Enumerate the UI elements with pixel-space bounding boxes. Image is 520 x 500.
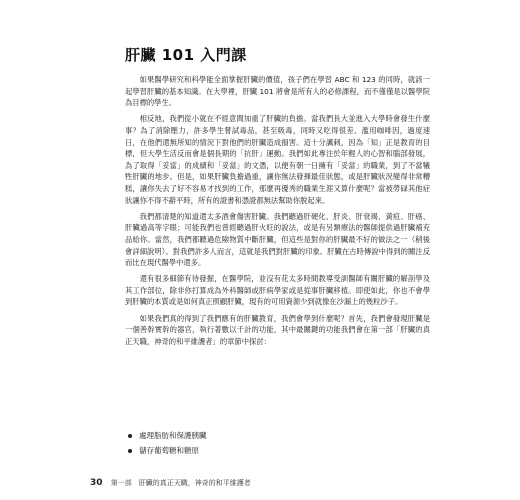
page-number: 30 bbox=[90, 478, 103, 488]
running-footer: 第一部 肝臟的真正天職，神奇的和平維護者 bbox=[110, 479, 251, 487]
list-item-label: 儲存葡萄糖和糖原 bbox=[139, 446, 199, 455]
paragraph: 如果醫學研究和科學能全面掌握肝臟的價值，孩子們在學習 ABC 和 123 的同時，就該一起學習肝臟的基本知識。在大學裡，肝臟 101 將會是所有人的必修課程，而不僅僅是以醫學院為目標的學生。 bbox=[125, 75, 430, 108]
paragraph: 相反地，我們從小就在不經意間加重了肝臟的負擔。當我們長大並進入大學時會發生什麼事？為了消除壓力，許多學生嘗試毒品，甚至吸毒，同時又吃得很差、濫用咖啡因，過度速日，在他們還無所知的情況下對他們的肝臟造成損害。這十分諷刺，因為「知」正是教育的目標，但大學生活反而會是個長期的「抗肝」運動。我們如此專注於年輕人的心智和腦部發展，為了取得「妥當」的成績和「妥當」的文憑，以便有朝一日擁有「妥當」的職業，到了不當犧牲肝臟的地步。但是，如果肝臟負擔過重，讓你無法發揮最佳狀態，或是肝臟狀況變得非常糟糕，讓你失去了好不容易才找到的工作，那麼再優秀的職業生涯又算什麼呢？當被勞碌其他症狀讓你不得不辭平時，所有的證書和憑證都無法幫助你脫起來。 bbox=[125, 114, 430, 205]
list-item bbox=[125, 428, 430, 443]
list-item-label: 處理脂肪和保護胰臟 bbox=[139, 431, 207, 440]
bullet-icon bbox=[128, 434, 132, 438]
paragraph: 我們都清楚的知道還太多酒會傷害肝臟。我們聽過肝硬化、肝炎、肝衰竭、黃疸、肝癌、肝臟過高等字眼；可能我們也曾經聽過肝火旺的說法，或是有另類療法的醫師提供過肝臟補充品給你。當然，我們都聽過危險物質中斷肝臟，但這些是對你的肝臟最不好的做法之一（稍後會詳細說明）。對我們許多人而言，這就是我們對肝臟的印象。肝臟在古時傳說中得到的關注反而比在現代醫學中還多。 bbox=[125, 211, 430, 268]
body-text bbox=[125, 74, 430, 352]
paragraph: 還有很多細節有待發掘，在醫學院，並沒有花太多時間教導受訓醫師有關肝臟的解剖學及其工作部位，除非你打算成為外科醫師或肝病學家或是從事肝臟移植。即使如此，你也不會學到肝臟的本質或是如何真正照顧肝臟，現有的可用資源少到就像在沙漏上的幾粒沙子。 bbox=[125, 274, 430, 307]
chapter-title: 肝臟 101 入門課 bbox=[125, 46, 247, 64]
list-item bbox=[125, 443, 430, 458]
paragraph: 如果我們真的得到了我們應有的肝臟教育，我們會學到什麼呢？首先，我們會發現肝臟是一個善幹實幹的器官，執行著數以千計的功能，其中最關鍵的功能我們會在第一部「肝臟的真正天職，神奇的和平維護者」的章節中探討： bbox=[125, 313, 430, 346]
function-list bbox=[125, 428, 430, 458]
page-footer bbox=[90, 478, 251, 488]
bullet-icon bbox=[128, 449, 132, 453]
